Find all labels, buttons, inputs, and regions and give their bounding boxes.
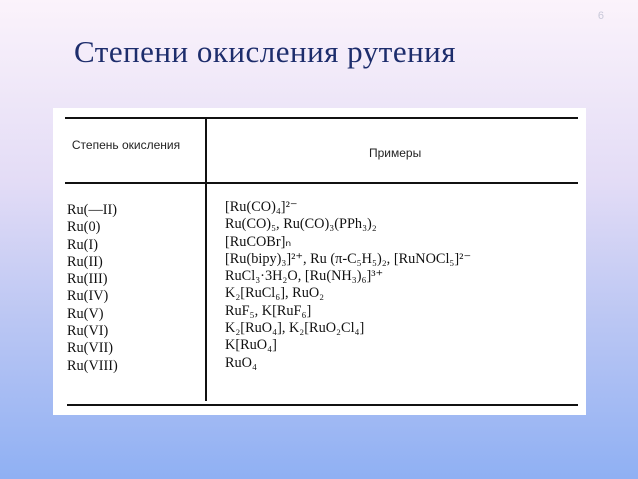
example-cell: [Ru(CO)₄]²⁻ — [225, 199, 298, 215]
oxidation-state-cell: Ru(III) — [67, 271, 108, 288]
oxidation-state-cell: Ru(II) — [67, 253, 103, 270]
slide-title: Степени окисления рутения — [74, 34, 457, 69]
oxidation-state-cell: Ru(V) — [67, 305, 104, 322]
table-header-rule — [65, 182, 578, 184]
oxidation-states-table — [53, 108, 586, 415]
examples-column — [225, 199, 471, 372]
oxidation-state-cell: Ru(IV) — [67, 288, 109, 305]
example-cell: [RuCOBr]ₙ — [225, 233, 292, 250]
column-header-oxidation-state: Степень окисления — [71, 138, 181, 152]
oxidation-state-cell: Ru(—II) — [67, 202, 118, 218]
column-header-examples: Примеры — [369, 146, 422, 160]
example-cell: K[RuO₄] — [225, 337, 277, 354]
page-number: 6 — [597, 10, 604, 22]
table-bottom-rule — [67, 404, 578, 406]
table-column-divider — [205, 118, 207, 401]
example-cell: Ru(CO)₅, Ru(CO)₃(PPh₃)₂ — [225, 216, 377, 233]
example-cell: [Ru(bipy)₃]²⁺, Ru (π-C₅H₅)₂, [RuNOCl₅]²⁻ — [225, 250, 472, 267]
example-cell: K₂[RuCl₆], RuO₂ — [225, 285, 325, 302]
oxidation-state-cell: Ru(I) — [67, 236, 98, 253]
oxidation-state-column — [67, 202, 118, 375]
oxidation-state-cell: Ru(VIII) — [67, 357, 118, 374]
table-top-rule — [65, 117, 578, 119]
example-cell: RuO₄ — [225, 354, 257, 371]
example-cell: RuCl₃·3H₂O, [Ru(NH₃)₆]³⁺ — [225, 268, 384, 285]
example-cell: RuF₅, K[RuF₆] — [225, 302, 312, 319]
oxidation-state-cell: Ru(VII) — [67, 340, 114, 357]
oxidation-state-cell: Ru(0) — [67, 219, 101, 236]
oxidation-state-cell: Ru(VI) — [67, 323, 109, 340]
example-cell: K₂[RuO₄], K₂[RuO₂Cl₄] — [225, 320, 365, 337]
